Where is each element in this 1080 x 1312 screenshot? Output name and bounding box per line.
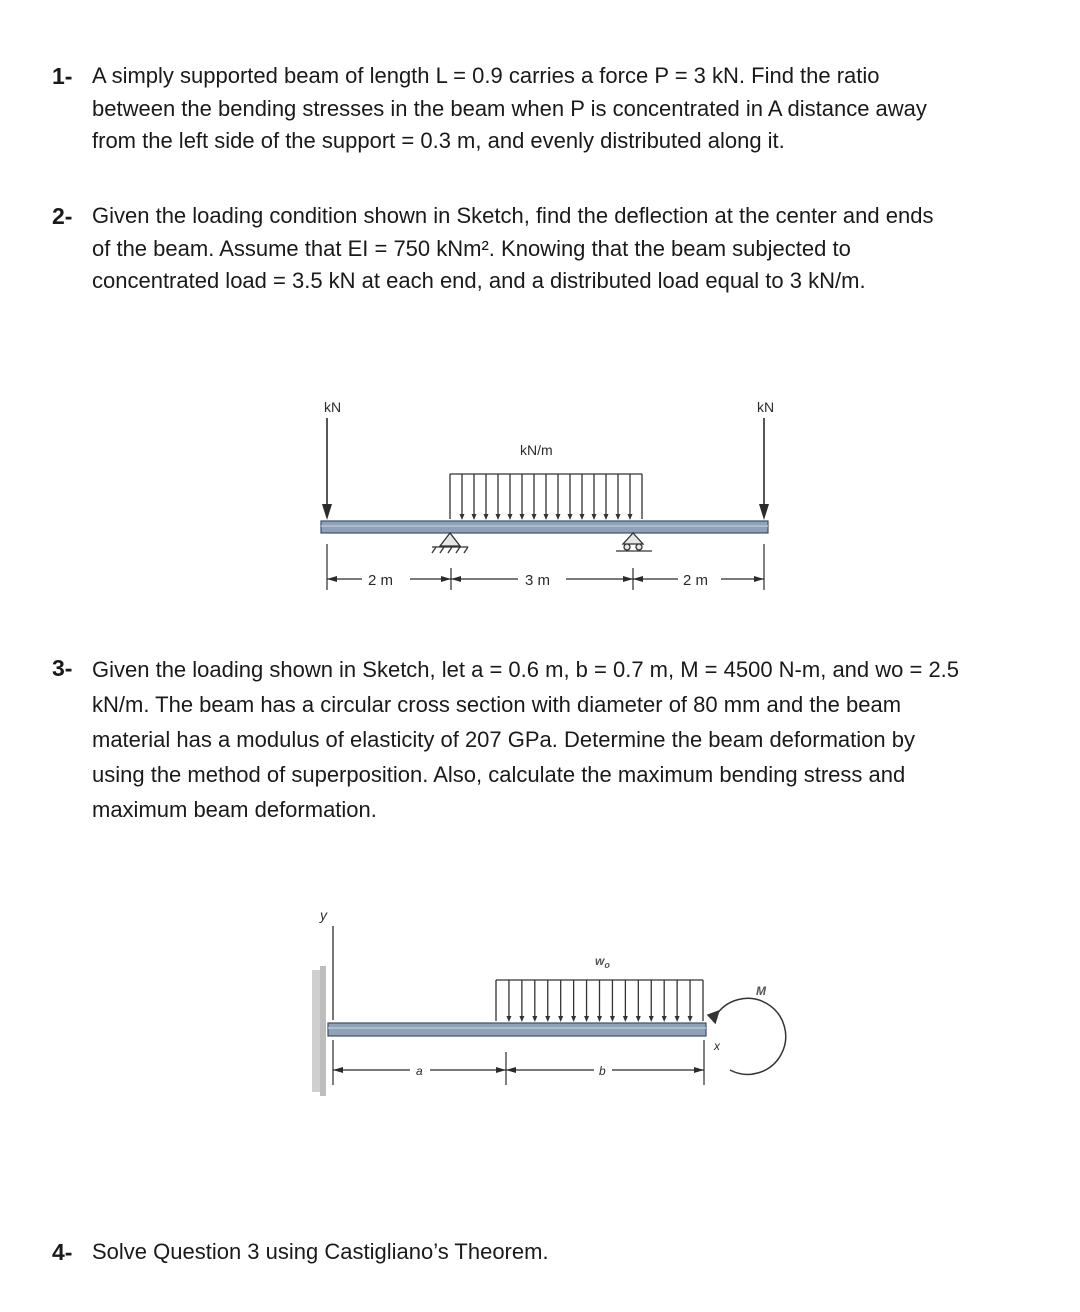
question-number: 4- — [52, 1239, 73, 1265]
question-line: kN/m. The beam has a circular cross section with diameter of 80 mm and the beam — [92, 692, 902, 717]
load-arrow-head — [662, 1016, 667, 1022]
load-arrow-head — [688, 1016, 693, 1022]
question-text — [92, 1236, 1052, 1269]
distributed-load-label: kN/m — [520, 442, 553, 458]
moment-label: M — [756, 984, 766, 998]
load-arrow-head — [610, 1016, 615, 1022]
load-arrow-head — [532, 1016, 537, 1022]
load-arrow-head — [623, 1016, 628, 1022]
question-line: using the method of superposition. Also, calculate the maximum bending stress and — [92, 762, 906, 787]
load-arrow-head — [584, 1016, 589, 1022]
distributed-load-label — [595, 954, 610, 970]
load-arrow-head — [506, 1016, 511, 1022]
load-arrow-head — [597, 1016, 602, 1022]
question-number: 3- — [52, 655, 73, 681]
dimension-right: 2 m — [683, 572, 709, 589]
question-line: Given the loading shown in Sketch, let a = 0.6 m, b = 0.7 m, M = 4500 N-m, and wo = 2.5 — [92, 657, 960, 682]
question-4 — [52, 1236, 1052, 1269]
question-line: Given the loading condition shown in Sketch, find the deflection at the center and ends — [92, 203, 934, 228]
dimension-middle: 3 m — [525, 572, 551, 589]
question-line: material has a modulus of elasticity of 207 GPa. Determine the beam deformation by — [92, 727, 915, 752]
applied-moment-arrow — [707, 998, 786, 1074]
question-number: 2- — [52, 203, 73, 229]
dimension-line — [333, 1040, 704, 1085]
question-line: concentrated load = 3.5 kN at each end, and a distributed load equal to 3 kN/m. — [92, 268, 866, 293]
question-line: Solve Question 3 using Castigliano’s Theorem. — [92, 1239, 549, 1264]
question-line: between the bending stresses in the beam when P is concentrated in A distance away — [92, 95, 927, 121]
distributed-load — [496, 980, 703, 1022]
load-arrow-head — [675, 1016, 680, 1022]
right-load-label: kN — [757, 399, 775, 415]
load-arrow-head — [558, 1016, 563, 1022]
load-arrow-head — [545, 1016, 550, 1022]
load-symbol: w — [595, 954, 605, 968]
question-line: of the beam. Assume that EI = 750 kNm². Knowing that the beam subjected to — [92, 235, 851, 261]
question-line: from the left side of the support = 0.3 m, and evenly distributed along it. — [92, 128, 785, 153]
load-arrow-head — [649, 1016, 654, 1022]
beam — [328, 1023, 706, 1036]
load-arrow-head — [636, 1016, 641, 1022]
load-arrow-head — [571, 1016, 576, 1022]
x-axis-label: x — [714, 1039, 720, 1053]
dimension-b: b — [599, 1064, 606, 1078]
load-subscript: o — [604, 960, 610, 970]
load-arrow-head — [519, 1016, 524, 1022]
left-load-label: kN — [324, 399, 342, 415]
y-axis-label: y — [320, 907, 327, 923]
dimension-a: a — [416, 1064, 423, 1078]
question-line: A simply supported beam of length L = 0.9 carries a force P = 3 kN. Find the ratio — [92, 63, 880, 88]
question-number: 1- — [52, 63, 73, 89]
dimension-left: 2 m — [368, 572, 394, 589]
question-line: maximum beam deformation. — [92, 797, 377, 822]
